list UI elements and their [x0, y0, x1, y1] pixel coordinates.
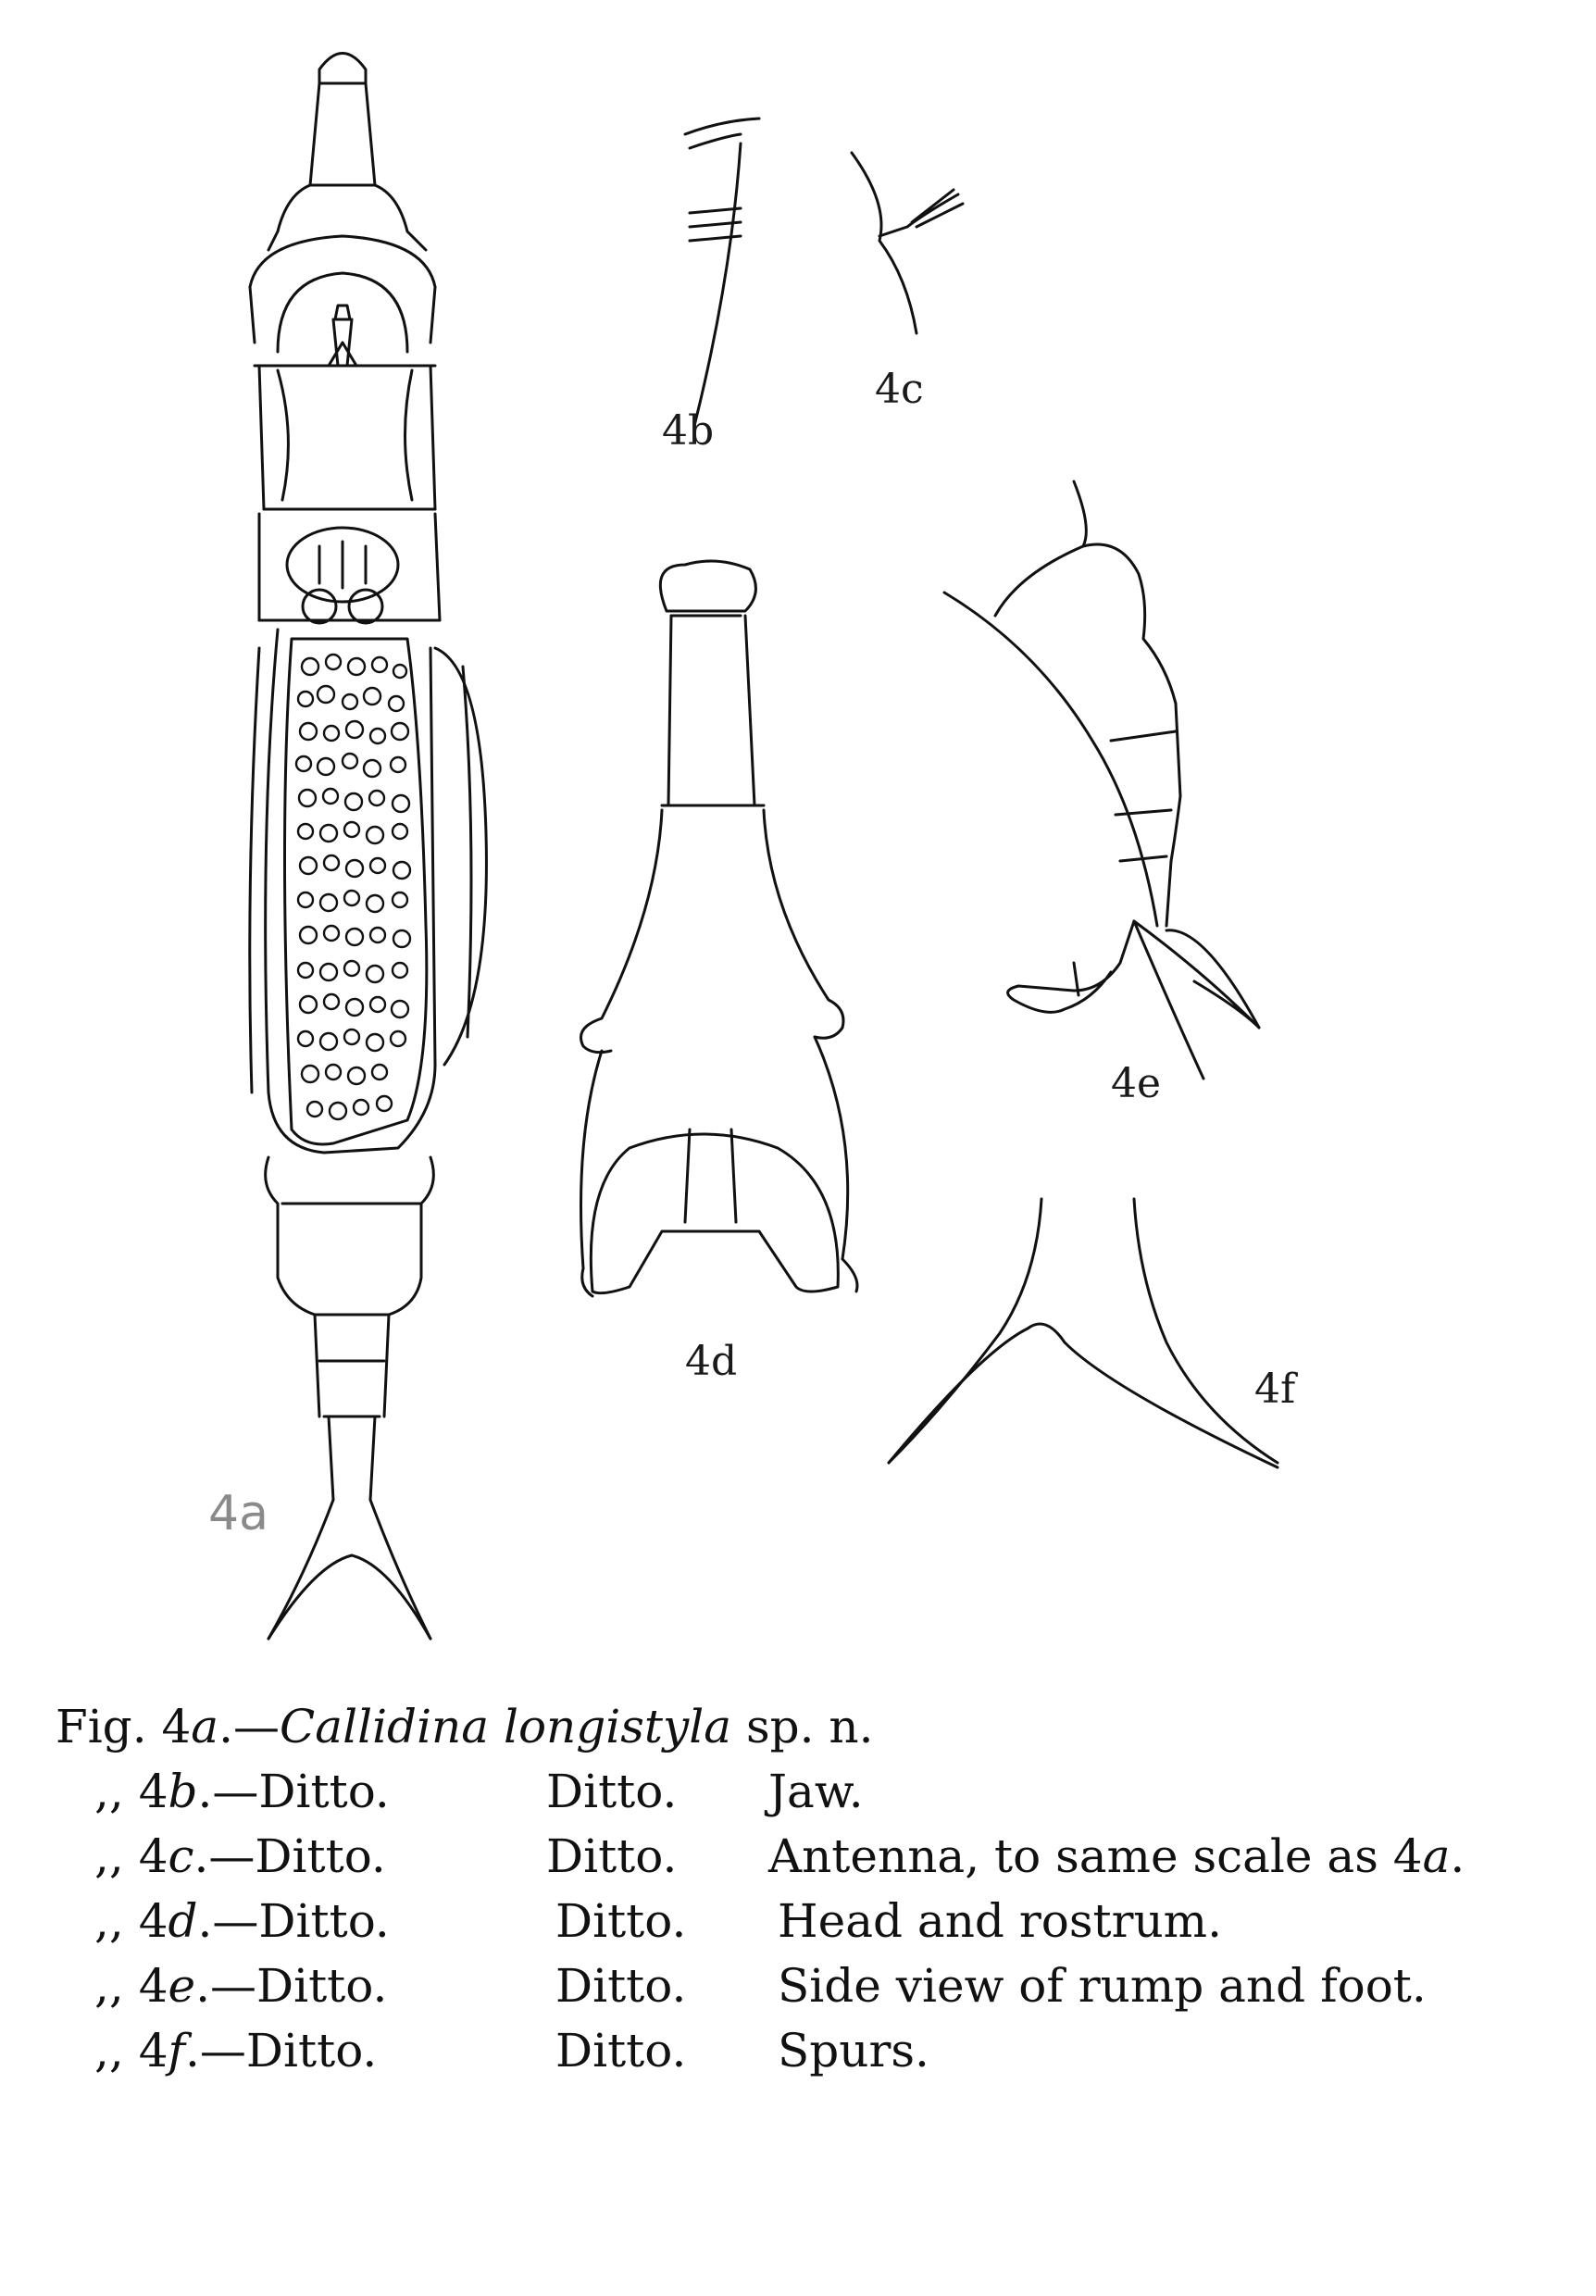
caption-species: Callidina longistyla [280, 1700, 732, 1753]
caption-ditto-mark: ,, [94, 1829, 124, 1883]
caption-number: 4 [138, 1894, 168, 1948]
caption-ditto: Ditto. [555, 1959, 687, 2013]
figure-label-4e: 4e [1111, 1060, 1162, 1107]
figure-caption [56, 1694, 1574, 2083]
caption-ditto: Ditto. [555, 2024, 687, 2078]
caption-ditto-mark: ,, [94, 1894, 124, 1948]
caption-letter: e [168, 1959, 196, 2013]
figure-label-4a: 4a [208, 1486, 268, 1541]
caption-prefix: Fig. [56, 1700, 162, 1753]
caption-line-4a [56, 1694, 1574, 1759]
caption-letter: b [168, 1765, 198, 1818]
caption-description-letter: a [1422, 1829, 1451, 1883]
caption-line-4f [56, 2018, 1574, 2083]
figure-label-4c: 4c [875, 366, 924, 413]
figure-4d-head [581, 561, 858, 1296]
caption-ditto: Ditto. [546, 1765, 678, 1818]
caption-line-4e [56, 1953, 1574, 2018]
caption-ditto-mark: ,, [94, 2024, 124, 2078]
caption-number: 4 [138, 1959, 168, 2013]
caption-number: 4 [138, 2024, 168, 2078]
caption-letter: f [168, 2024, 186, 2078]
caption-description: Head and rostrum. [778, 1894, 1222, 1948]
caption-line-4c [56, 1824, 1574, 1889]
caption-ditto: .—Ditto. [185, 2024, 378, 2078]
caption-ditto: Ditto. [546, 1829, 678, 1883]
figure-label-4f: 4f [1254, 1366, 1296, 1413]
caption-line-4d [56, 1889, 1574, 1953]
caption-letter: a [191, 1700, 219, 1753]
caption-letter: c [168, 1829, 194, 1883]
stomach-granules [296, 655, 410, 1119]
caption-suffix: sp. n. [731, 1700, 874, 1753]
figure-4a-body [250, 54, 487, 1640]
caption-description: Jaw. [768, 1765, 864, 1818]
caption-letter: d [168, 1894, 198, 1948]
figure-4f-spurs [889, 1199, 1278, 1467]
figure-4c-antenna [852, 153, 963, 333]
caption-ditto-mark: ,, [94, 1765, 124, 1818]
caption-line-4b [56, 1759, 1574, 1824]
caption-ditto: .—Ditto. [195, 1959, 388, 2013]
caption-description: Side view of rump and foot. [778, 1959, 1427, 2013]
caption-ditto: .—Ditto. [197, 1765, 390, 1818]
caption-description: Antenna, to same scale as 4 [768, 1829, 1423, 1883]
figure-label-4b: 4b [662, 407, 715, 455]
caption-dash: .— [218, 1700, 281, 1753]
figure-4b-jaw [685, 119, 759, 426]
caption-description-end: . [1450, 1829, 1465, 1883]
caption-number: 4 [138, 1765, 168, 1818]
caption-ditto-mark: ,, [94, 1959, 124, 2013]
caption-ditto: .—Ditto. [197, 1894, 390, 1948]
caption-ditto: .—Ditto. [193, 1829, 386, 1883]
figure-4e-rump [944, 481, 1259, 1079]
caption-ditto: Ditto. [555, 1894, 687, 1948]
caption-description: Spurs. [778, 2024, 929, 2078]
caption-number: 4 [161, 1700, 192, 1753]
figure-label-4d: 4d [685, 1338, 738, 1385]
caption-number: 4 [138, 1829, 168, 1883]
